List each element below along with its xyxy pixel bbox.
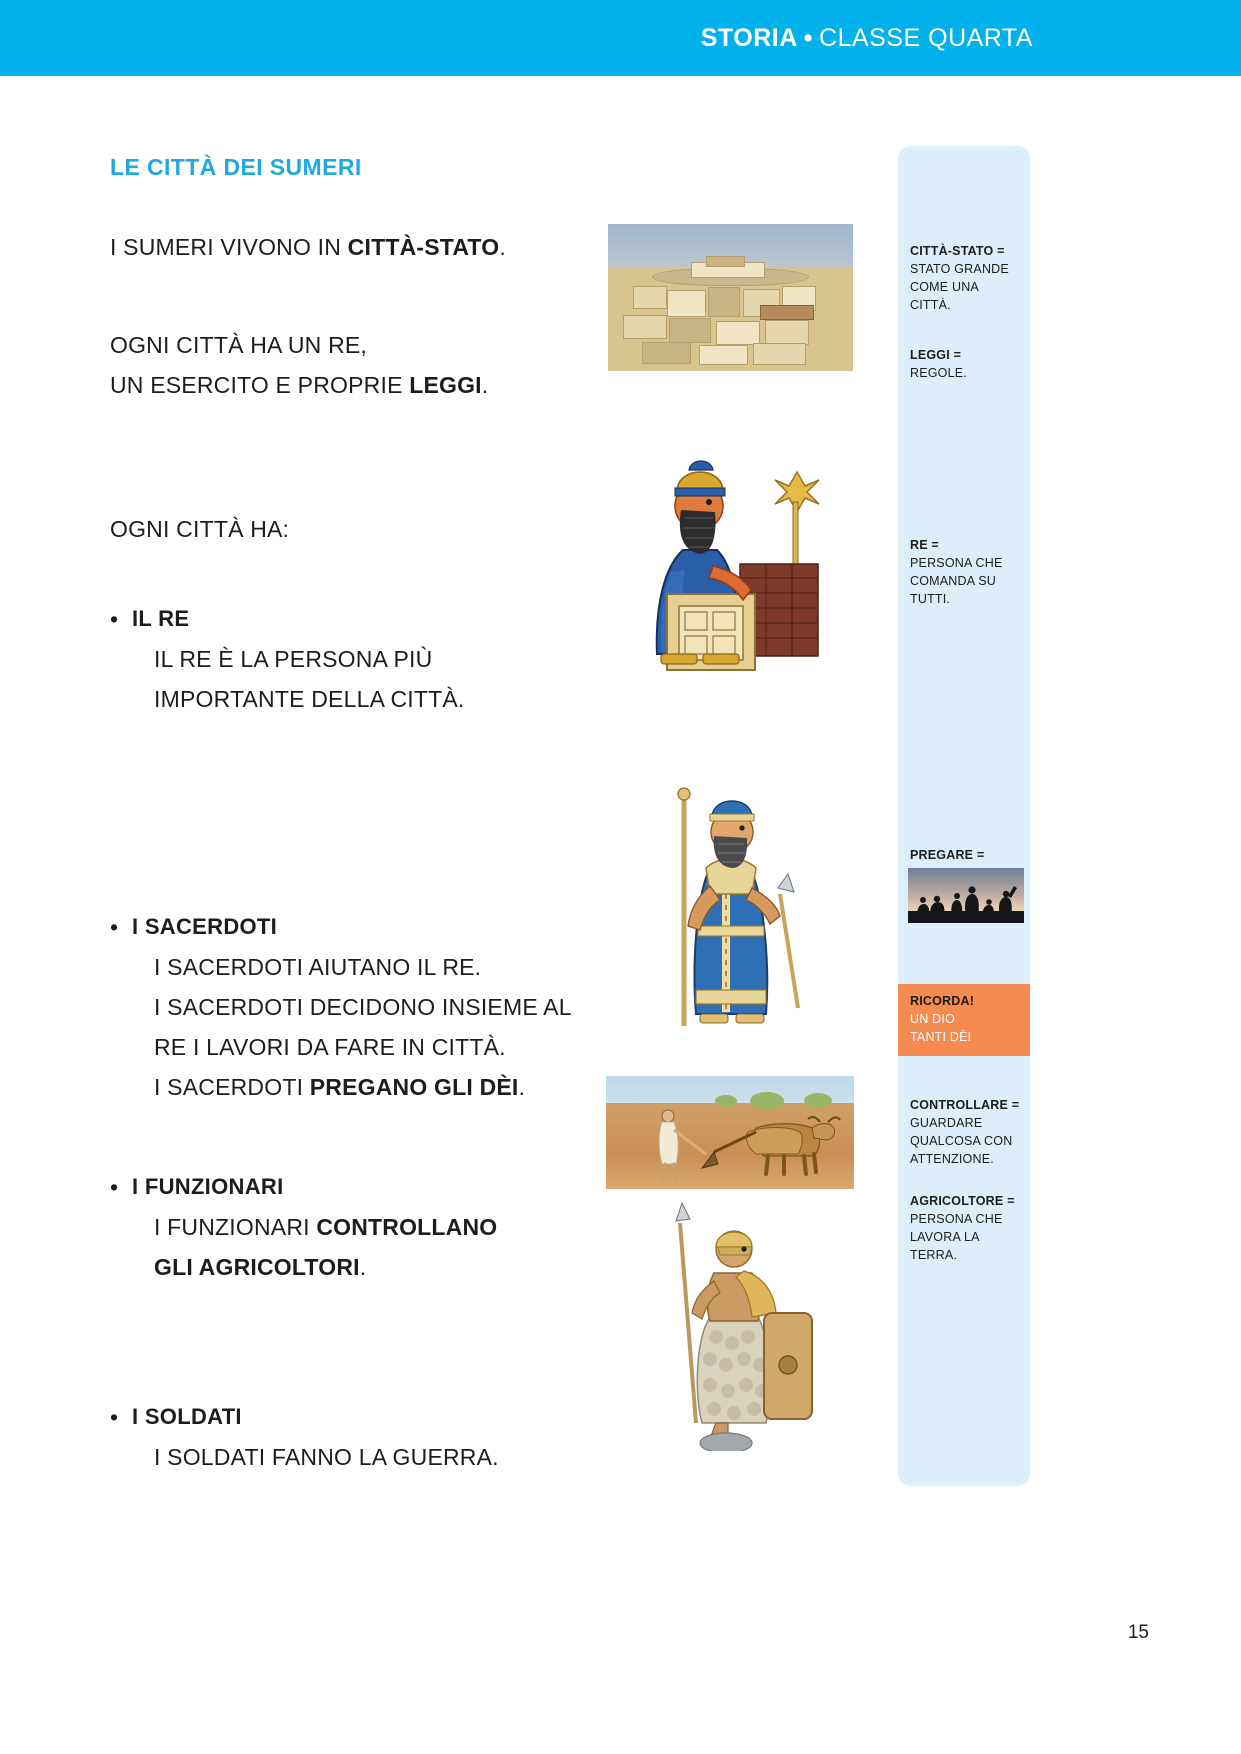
glossary-term: RE =	[910, 538, 939, 552]
plough-scene-figures	[606, 1076, 854, 1189]
glossary-definition-line: TUTTI.	[910, 592, 951, 606]
sumerian-city-photo	[608, 224, 853, 371]
header-title	[701, 24, 1033, 53]
glossary-entry-controllare	[910, 1096, 1022, 1168]
intro-line-1-bold: CITTÀ-STATO	[347, 234, 500, 260]
page-body	[0, 76, 1241, 1754]
glossary-entry-re	[910, 536, 1022, 608]
list-item-heading: IL RE	[132, 606, 190, 631]
glossary-definition-line: COME UNA	[910, 280, 979, 294]
ricorda-title: RICORDA!	[910, 994, 975, 1008]
page-header-bar	[0, 0, 1241, 76]
king-drawing	[625, 454, 840, 719]
list-item-heading: I SACERDOTI	[132, 914, 278, 939]
list-item-heading: I SOLDATI	[132, 1404, 242, 1429]
list-item-line-plain: I SACERDOTI	[154, 1074, 310, 1100]
glossary-definition-line: REGOLE.	[910, 366, 967, 380]
glossary-definition-line: STATO GRANDE	[910, 262, 1009, 276]
list-item	[110, 1167, 600, 1287]
list-item-heading: I FUNZIONARI	[132, 1174, 284, 1199]
intro-line-1	[110, 227, 600, 267]
ricorda-line: TANTI DÈI	[910, 1030, 972, 1044]
glossary-entry-agricoltore	[910, 1192, 1022, 1264]
ricorda-callout-box	[898, 984, 1030, 1056]
list-item-line-end: .	[359, 1254, 367, 1280]
intro-line-2: OGNI CITTÀ HA UN RE,	[110, 332, 368, 358]
header-subject: STORIA	[700, 23, 798, 52]
list-item	[110, 1397, 600, 1477]
list-item-line-bold: GLI AGRICOLTORI	[154, 1254, 360, 1280]
glossary-entry-leggi	[910, 346, 1022, 382]
list-item-line: I SACERDOTI DECIDONO INSIEME AL	[154, 994, 572, 1020]
sumerian-priest-illustration	[648, 776, 823, 1056]
list-item-line-bold: PREGANO GLI DÈI	[309, 1074, 519, 1100]
page-title: LE CITTÀ DEI SUMERI	[110, 154, 362, 180]
spacer	[110, 719, 600, 907]
glossary-definition-line: PERSONA CHE	[910, 556, 1003, 570]
glossary-definition-line: COMANDA SU	[910, 574, 997, 588]
glossary-entry-citta-stato	[910, 242, 1022, 314]
list-lead-text: OGNI CITTÀ HA:	[110, 516, 290, 542]
list-item-line	[132, 1247, 600, 1287]
list-item-line: I SACERDOTI AIUTANO IL RE.	[154, 954, 482, 980]
soldier-drawing	[648, 1201, 833, 1451]
list-item	[110, 599, 600, 719]
list-item	[110, 907, 600, 1107]
glossary-term: PREGARE =	[910, 848, 985, 862]
bullet-icon: •	[110, 1404, 119, 1430]
spacer	[110, 549, 600, 599]
intro-line-3-end: .	[481, 372, 489, 398]
list-item-line-plain: I FUNZIONARI	[154, 1214, 317, 1240]
spacer	[110, 267, 600, 325]
sumerian-soldier-illustration	[648, 1201, 833, 1451]
list-item-line: IL RE È LA PERSONA PIÙ	[154, 646, 433, 672]
glossary-term: LEGGI =	[910, 348, 962, 362]
page-number: 15	[1127, 1622, 1149, 1643]
bullet-icon: •	[110, 1174, 119, 1200]
list-item-line: I SOLDATI FANNO LA GUERRA.	[154, 1444, 499, 1470]
intro-line-3	[110, 365, 600, 405]
bullet-icon: •	[110, 914, 119, 940]
glossary-definition-line: LAVORA LA	[910, 1230, 980, 1244]
list-item-line	[132, 1207, 600, 1247]
people-praying-silhouette	[908, 868, 1024, 923]
glossary-definition-line: ATTENZIONE.	[910, 1152, 994, 1166]
glossary-definition-line: PERSONA CHE	[910, 1212, 1003, 1226]
glossary-definition-line: QUALCOSA CON	[910, 1134, 1013, 1148]
ricorda-line: UN DIO	[910, 1012, 955, 1026]
list-item-line-bold: CONTROLLANO	[316, 1214, 498, 1240]
header-grade: CLASSE QUARTA	[819, 23, 1033, 52]
glossary-definition-line: CITTÀ.	[910, 298, 951, 312]
intro-line-3-bold: LEGGI	[409, 372, 482, 398]
glossary-definition-line: TERRA.	[910, 1248, 958, 1262]
spacer	[110, 405, 600, 509]
list-item-line: IMPORTANTE DELLA CITTÀ.	[154, 686, 465, 712]
spacer	[110, 1287, 600, 1397]
list-item-line	[132, 1067, 600, 1107]
glossary-term: CONTROLLARE =	[910, 1098, 1020, 1112]
intro-line-1-end: .	[499, 234, 506, 260]
glossary-term: AGRICOLTORE =	[910, 1194, 1015, 1208]
sumerian-king-illustration	[625, 454, 840, 719]
farmer-ploughing-with-oxen-photo	[606, 1076, 854, 1189]
priest-drawing	[648, 776, 823, 1056]
praying-figures	[908, 868, 1024, 923]
figure-column	[600, 76, 890, 1754]
main-text-column	[110, 154, 600, 1477]
list-item-line-end: .	[518, 1074, 526, 1100]
glossary-term: CITTÀ-STATO =	[910, 244, 1005, 258]
spacer	[110, 1107, 600, 1167]
header-separator-dot: •	[803, 23, 814, 52]
glossary-entry-pregare	[910, 846, 1022, 864]
intro-line-1-plain: I SUMERI VIVONO IN	[110, 234, 348, 260]
glossary-sidebar	[898, 146, 1030, 1486]
intro-line-3-plain: UN ESERCITO E PROPRIE	[110, 372, 410, 398]
bullet-icon: •	[110, 606, 119, 632]
glossary-definition-line: GUARDARE	[910, 1116, 983, 1130]
list-item-line: RE I LAVORI DA FARE IN CITTÀ.	[154, 1034, 506, 1060]
